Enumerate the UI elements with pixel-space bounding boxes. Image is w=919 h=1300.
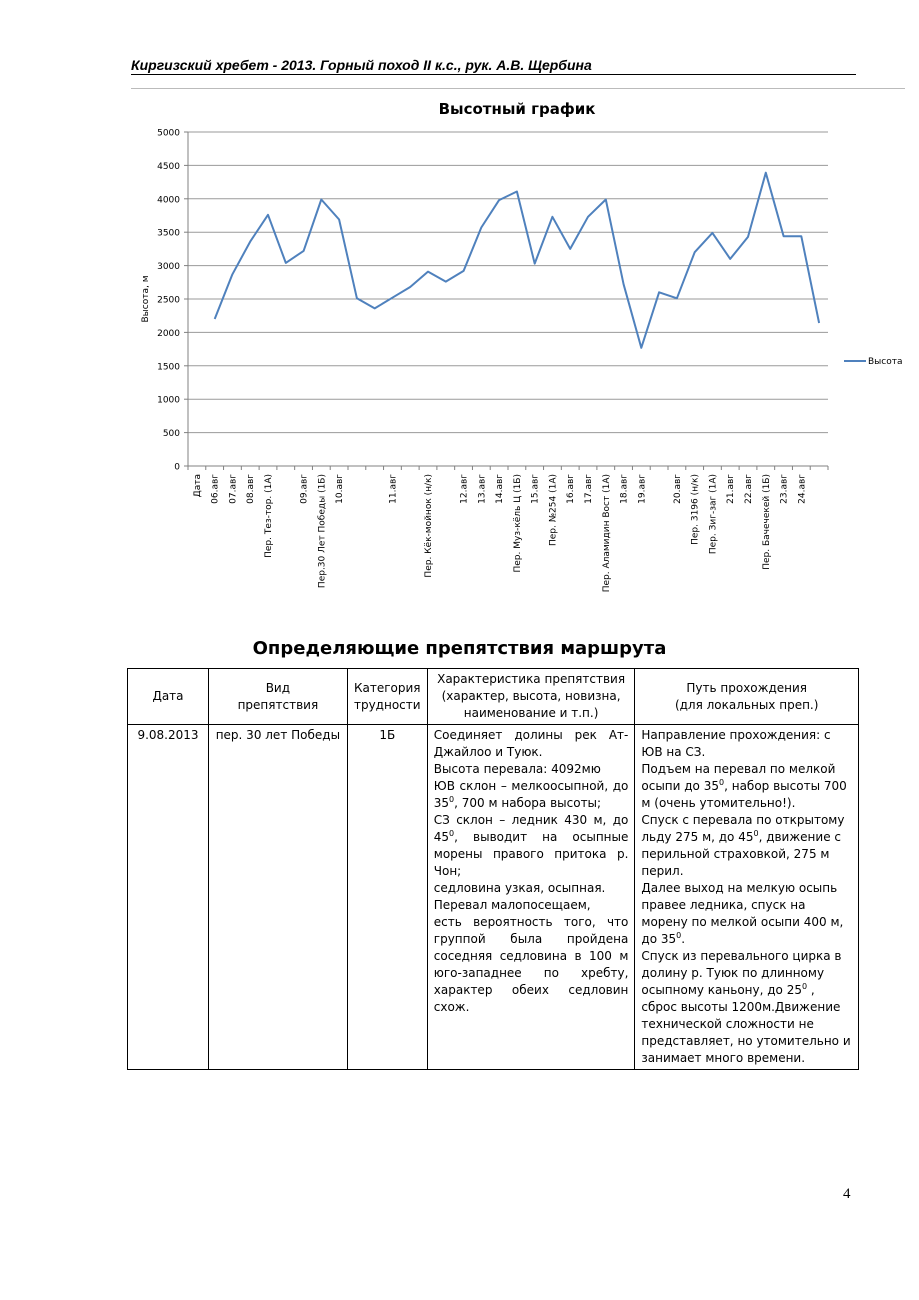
x-tick-label: Пер.30 Лет Победы (1Б) [317, 474, 328, 589]
y-axis-ticks [157, 129, 180, 473]
y-tick-label: 1000 [157, 395, 180, 406]
x-tick-label: 16.авг [566, 474, 577, 504]
cell-category: 1Б [347, 725, 427, 1070]
chart-grid [184, 132, 828, 470]
altitude-chart [0, 0, 919, 610]
x-tick-label: 17.авг [584, 474, 594, 504]
x-tick-label: 18.авг [619, 474, 630, 504]
x-tick-label: 15.авг [530, 474, 541, 504]
x-tick-label: 13.авг [477, 474, 488, 504]
x-tick-label: 14.авг [495, 474, 506, 504]
x-tick-label: 09.авг [299, 474, 310, 504]
header-category: Категория трудности [347, 669, 427, 725]
section-title: Определяющие препятствия маршрута [252, 638, 667, 659]
x-tick-label: 20.авг [672, 474, 683, 504]
x-tick-label: Пер. Кёк-мойнок (н/к) [424, 474, 434, 578]
header-characteristics: Характеристика препятствия (характер, высота, новизна, наименование и т.п.) [427, 669, 635, 725]
y-tick-label: 5000 [157, 128, 180, 139]
table-header-row [128, 669, 859, 725]
x-tick-label: 19.авг [637, 474, 648, 504]
table-row [128, 725, 859, 1070]
page-number: 4 [843, 1186, 851, 1202]
page-header: Киргизский хребет - 2013. Горный поход II к.с., рук. А.В. Щербина [131, 56, 856, 75]
y-tick-label: 4500 [157, 161, 180, 172]
x-tick-label: 10.авг [335, 474, 346, 504]
chart-legend [844, 357, 903, 367]
x-tick-label: 24.авг [797, 474, 808, 504]
y-tick-label: 0 [174, 462, 180, 473]
x-axis-ticks [193, 474, 807, 593]
x-tick-label: Пер. 3196 (н/к) [690, 474, 701, 545]
y-tick-label: 2000 [157, 328, 180, 339]
x-tick-label: Пер. №254 (1А) [548, 474, 559, 547]
cell-characteristics: Соединяет долины рек Ат-Джайлоо и Туюк. Высота перевала: 4092мю ЮВ склон – мелкоосыпной, до $35^0$, 700 м набора высоты; СЗ склон – ледник 430 м, до $45^0$, выводит на осыпные морены правого притока р. Чон; седловина узкая, осыпная. Перевал малопосещаем, есть вероятность того, что группой была пройдена соседняя седловина в 100 м юго-западнее по хребту, характер обеих седловин схож. [427, 725, 635, 1070]
cell-date: 9.08.2013 [128, 725, 209, 1070]
header-path: Путь прохождения (для локальных преп.) [635, 669, 859, 725]
chart-title: Высотный график [438, 100, 596, 118]
y-tick-label: 3000 [157, 262, 180, 273]
x-tick-label: Пер. Тез-тор. (1А) [264, 474, 274, 558]
x-tick-label: 21.авг [726, 474, 737, 504]
x-tick-label: Дата [192, 474, 203, 498]
x-tick-label: Пер. Зиг-заг (1А) [708, 474, 719, 555]
x-tick-label: Пер. Муз-кёль Ц (1Б) [512, 474, 523, 573]
x-tick-label: 11.авг [388, 474, 399, 504]
x-tick-label: Пер. Бачечекей (1Б) [761, 474, 772, 570]
x-tick-label: 23.авг [779, 474, 790, 504]
x-tick-label: 07.авг [228, 474, 239, 504]
y-tick-label: 1500 [157, 362, 180, 373]
cell-type: пер. 30 лет Победы [208, 725, 347, 1070]
y-axis-label: Высота, м [141, 275, 151, 323]
x-tick-label: 12.авг [459, 474, 470, 504]
legend-label: Высота [868, 357, 903, 367]
x-tick-label: 08.авг [246, 474, 257, 504]
x-tick-label: Пер. Аламидин Вост (1А) [601, 474, 612, 593]
cell-path: Направление прохождения: с ЮВ на СЗ. Подъем на перевал по мелкой осыпи до $35^0$, набор высоты 700 м (очень утомительно!). Спуск с перевала по открытому льду 275 м, до $45^0$, движение с перильной страховкой, 275 м перил. Далее выход на мелкую осыпь правее ледника, спуск на морену по мелкой осыпи 400 м, до $35^0$. Спуск из перевального цирка в долину р. Туюк по длинному осыпному каньону, до $25^0$ , сброс высоты 1200м.Движение технической сложности не представляет, но утомительно и занимает много времени. [635, 725, 859, 1070]
y-tick-label: 3500 [157, 228, 180, 239]
header-date: Дата [128, 669, 209, 725]
obstacles-table [127, 668, 859, 1070]
x-tick-label: 22.авг [744, 474, 754, 504]
header-type: Вид препятствия [208, 669, 347, 725]
y-tick-label: 2500 [157, 295, 180, 306]
y-tick-label: 4000 [157, 195, 180, 206]
y-tick-label: 500 [162, 429, 180, 440]
x-tick-label: 06.авг [210, 474, 221, 504]
